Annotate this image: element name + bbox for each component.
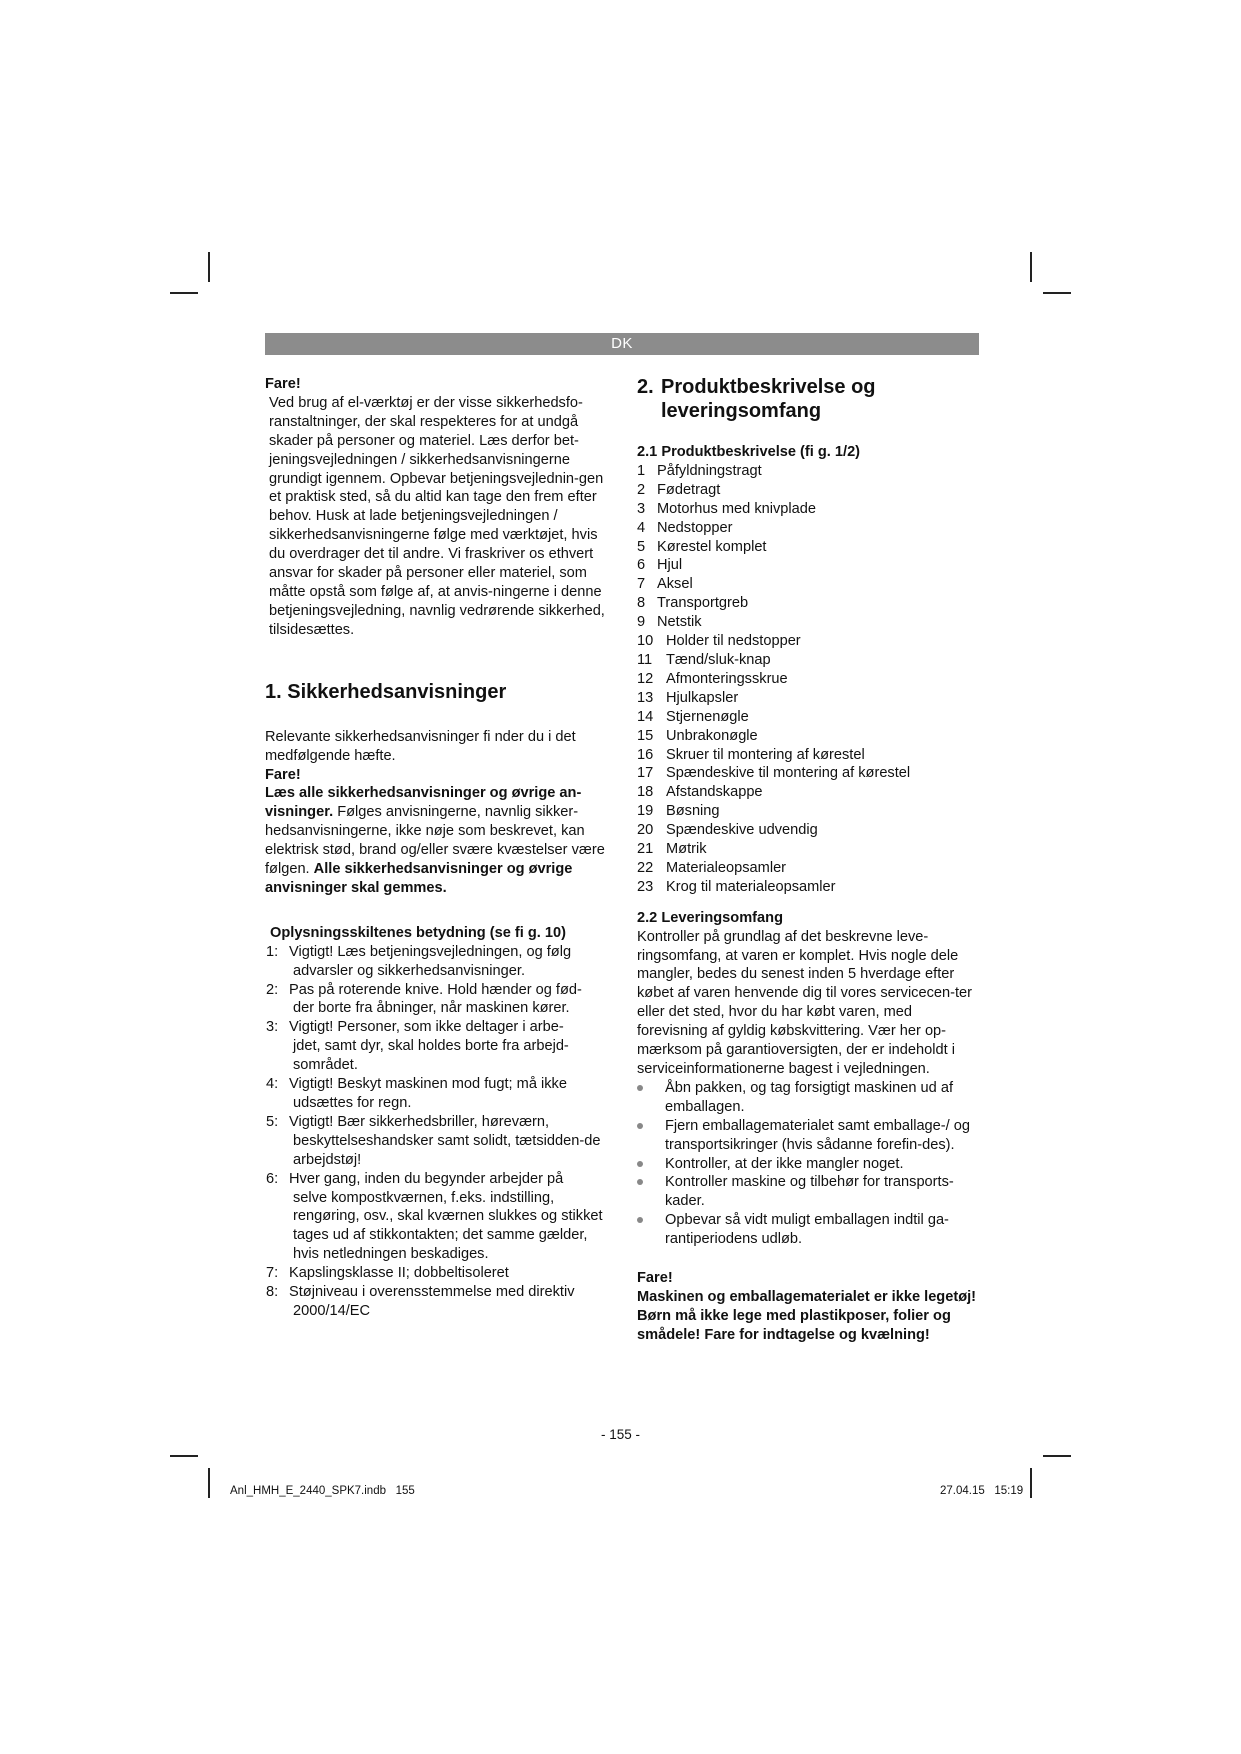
part-number: 7	[637, 576, 646, 593]
sign-text-first: Støjniveau i overensstemmelse med direktiv	[289, 1284, 575, 1301]
section-2-number: 2.	[637, 376, 654, 398]
part-item	[637, 746, 982, 765]
sign-text-first: Pas på roterende knive. Hold hænder og fød-	[289, 981, 582, 998]
part-label: Stjernenøgle	[666, 708, 749, 725]
warning-title: Fare!	[265, 376, 301, 392]
part-item	[637, 821, 982, 840]
language-code: DK	[611, 335, 633, 352]
part-number: 22	[637, 859, 654, 876]
sign-text-rest: jdet, samt dyr, skal holdes borte fra arbejd-sområdet.	[293, 1038, 569, 1074]
part-item	[637, 651, 982, 670]
sign-number: 5:	[266, 1113, 279, 1130]
sign-text-rest: udsættes for regn.	[293, 1095, 412, 1111]
part-label: Holder til nedstopper	[666, 633, 801, 650]
part-label: Nedstopper	[657, 519, 733, 536]
crop-mark	[170, 1455, 198, 1457]
part-number: 8	[637, 595, 646, 612]
section-1-title: Sikkerhedsanvisninger	[287, 680, 507, 703]
part-item	[637, 613, 982, 632]
section-1-intro: Relevante sikkerhedsanvisninger fi nder du i det medfølgende hæfte.	[265, 728, 576, 764]
part-item	[637, 840, 982, 859]
part-number: 17	[637, 765, 654, 782]
part-item	[637, 575, 982, 594]
bullet-text: Kontroller, at der ikke mangler noget.	[665, 1155, 904, 1172]
sign-item	[265, 1018, 610, 1075]
part-number: 23	[637, 878, 654, 895]
sign-number: 7:	[266, 1265, 279, 1282]
sign-item	[265, 1283, 610, 1321]
warning-2-paragraph	[265, 784, 610, 897]
delivery-bullet-item	[637, 1155, 982, 1174]
part-item	[637, 670, 982, 689]
warning-3-text: Maskinen og emballagematerialet er ikke legetøj! Børn må ikke lege med plastikposer, folier og smådele! Fare for indtagelse og kvælning!	[637, 1288, 977, 1343]
sign-item	[265, 1264, 610, 1283]
delivery-bullet-item	[637, 1173, 982, 1211]
bullet-dot-icon	[637, 1085, 643, 1091]
part-number: 11	[637, 651, 653, 668]
part-label: Skruer til montering af kørestel	[666, 746, 865, 763]
part-number: 21	[637, 841, 654, 858]
part-number: 5	[637, 538, 646, 555]
bullet-text: Opbevar så vidt muligt emballagen indtil ga-rantiperiodens udløb.	[665, 1212, 949, 1248]
part-item	[637, 462, 982, 481]
part-label: Møtrik	[666, 841, 707, 858]
part-label: Netstik	[657, 614, 702, 631]
part-label: Afmonteringsskrue	[666, 670, 788, 687]
part-label: Spændeskive til montering af kørestel	[666, 765, 911, 782]
sign-text-rest: der borte fra åbninger, når maskinen kører.	[293, 1000, 570, 1017]
sign-text-first: Vigtigt! Bær sikkerhedsbriller, høreværn,	[289, 1113, 550, 1130]
sign-item	[265, 1113, 610, 1170]
language-header-bar	[265, 333, 979, 355]
part-number: 15	[637, 727, 654, 744]
bullet-dot-icon	[637, 1179, 643, 1185]
part-number: 19	[637, 803, 654, 820]
part-number: 20	[637, 822, 654, 839]
bullet-text: Kontroller maskine og tilbehør for transports-kader.	[665, 1174, 954, 1210]
warning-2-bold-end: Alle sikkerhedsanvisninger og øvrige anvisninger skal gemmes.	[265, 861, 573, 896]
crop-mark	[1043, 292, 1071, 294]
sign-number: 4:	[266, 1076, 279, 1093]
part-label: Krog til materialeopsamler	[666, 878, 836, 895]
part-number: 1	[637, 462, 646, 479]
warning-3-title: Fare!	[637, 1270, 673, 1287]
part-item	[637, 764, 982, 783]
part-number: 4	[637, 519, 646, 536]
part-item	[637, 500, 982, 519]
part-number: 2	[637, 481, 646, 498]
part-label: Spændeskive udvendig	[666, 822, 818, 839]
part-label: Hjul	[657, 557, 683, 574]
sign-text-rest: 2000/14/EC	[293, 1302, 371, 1319]
part-item	[637, 859, 982, 878]
sign-text-rest: beskyttelseshandsker samt solidt, tætsidden-de arbejdstøj!	[293, 1132, 601, 1168]
part-item	[637, 727, 982, 746]
section-1-heading	[265, 680, 610, 704]
part-item	[637, 783, 982, 802]
crop-mark	[208, 1468, 210, 1498]
sign-item	[265, 943, 610, 981]
part-label: Aksel	[657, 576, 693, 593]
sign-item	[265, 981, 610, 1019]
section-2-title-line-1: Produktbeskrivelse og	[661, 376, 876, 398]
sign-text-first: Vigtigt! Læs betjeningsvejledningen, og følg	[289, 943, 572, 960]
right-column	[637, 375, 982, 1345]
delivery-bullet-item	[637, 1117, 982, 1155]
part-number: 18	[637, 784, 654, 801]
bullet-text: Fjern emballagematerialet samt emballage-/ og transportsikringer (hvis sådanne forefin-des).	[665, 1117, 970, 1153]
part-item	[637, 689, 982, 708]
bullet-dot-icon	[637, 1161, 643, 1167]
sign-number: 8:	[266, 1284, 279, 1301]
sign-text-first: Vigtigt! Personer, som ikke deltager i arbe-	[289, 1019, 564, 1036]
part-item	[637, 556, 982, 575]
sign-text-first: Vigtigt! Beskyt maskinen mod fugt; må ikke	[289, 1076, 567, 1093]
crop-mark	[208, 252, 210, 282]
bullet-dot-icon	[637, 1217, 643, 1223]
part-number: 13	[637, 689, 654, 706]
part-label: Motorhus med knivplade	[657, 500, 816, 517]
signs-title: Oplysningsskiltenes betydning (se fi g. 10)	[270, 924, 566, 941]
sign-item	[265, 1075, 610, 1113]
delivery-bullets	[637, 1079, 982, 1249]
part-item	[637, 519, 982, 538]
part-number: 16	[637, 746, 654, 763]
part-label: Materialeopsamler	[666, 859, 787, 876]
delivery-bullet-item	[637, 1079, 982, 1117]
sign-number: 1:	[266, 943, 279, 960]
bullet-text: Åbn pakken, og tag forsigtigt maskinen ud af emballagen.	[665, 1079, 953, 1115]
subsection-2-2-title: 2.2 Leveringsomfang	[637, 909, 783, 926]
part-label: Tænd/sluk-knap	[666, 651, 771, 668]
part-label: Hjulkapsler	[666, 689, 739, 706]
subsection-2-2-text: Kontroller på grundlag af det beskrevne leve-ringsomfang, at varen er komplet. Hvis nogle dele mangler, bedes du senest inden 5 hverdage efter købet af varen henvende dig til vores servicecen-ter eller det sted, hvor du har købt varen, med forevisning af gyldig købskvittering. Vær her op-mærksom på garantioversigten, der er indeholdt i serviceinformationerne bagest i vejledningen.	[637, 928, 973, 1077]
part-number: 14	[637, 708, 654, 725]
sign-number: 2:	[266, 981, 279, 998]
bullet-dot-icon	[637, 1123, 643, 1129]
crop-mark	[1030, 1468, 1032, 1498]
sign-number: 6:	[266, 1170, 279, 1187]
delivery-bullet-item	[637, 1211, 982, 1249]
warning-2-bold: Læs alle sikkerhedsanvisninger og øvrige an-visninger.	[265, 785, 582, 821]
part-label: Afstandskappe	[666, 784, 763, 801]
sign-text-rest: selve kompostkværnen, f.eks. indstilling, rengøring, osv., skal kværnen slukkes og stikket tages ud af stikkontakten; det samme gælder, hvis netledningen beskadiges.	[293, 1189, 603, 1263]
part-number: 3	[637, 500, 646, 517]
crop-mark	[1030, 252, 1032, 282]
section-2-heading	[637, 375, 982, 423]
crop-mark	[1043, 1455, 1071, 1457]
part-label: Unbrakonøgle	[666, 727, 758, 744]
part-item	[637, 802, 982, 821]
part-label: Kørestel komplet	[657, 538, 767, 555]
footer-file-name: Anl_HMH_E_2440_SPK7.indb 155	[230, 1485, 415, 1497]
sign-text-rest: advarsler og sikkerhedsanvisninger.	[293, 962, 526, 979]
crop-mark	[170, 292, 198, 294]
part-item	[637, 632, 982, 651]
part-item	[637, 594, 982, 613]
intro-paragraph: Ved brug af el-værktøj er der visse sikkerhedsfo-ranstaltninger, der skal respekteres for at undgå skader på personer og materiel. Læs derfor bet-jeningsvejledningen / sikkerhedsanvisningerne grundigt igennem. Opbevar betjeningsvejlednin-gen et praktisk sted, så du altid kan tage den frem efter behov. Husk at lade betjeningsvejledningen / sikkerhedsanvisningerne følge med værktøjet, hvis du overdrager det til andre. Vi fraskriver os ethvert ansvar for skader på personer eller materiel, som måtte opstå som følge af, at anvis-ningerne i denne betjeningsvejledning, navnlig vedrørende sikkerhed, tilsidesættes.	[269, 394, 605, 638]
sign-text-first: Hver gang, inden du begynder arbejder på	[289, 1170, 564, 1187]
part-label: Transportgreb	[657, 595, 749, 612]
part-item	[637, 538, 982, 557]
sign-item	[265, 1170, 610, 1265]
parts-list	[637, 462, 982, 897]
subsection-2-1-title: 2.1 Produktbeskrivelse (fi g. 1/2)	[637, 444, 861, 460]
section-2-title-line-2: leveringsomfang	[661, 400, 822, 422]
part-item	[637, 481, 982, 500]
part-label: Bøsning	[666, 803, 720, 820]
sign-number: 3:	[266, 1019, 279, 1036]
warning-2-title: Fare!	[265, 766, 301, 783]
part-item	[637, 708, 982, 727]
left-column	[265, 375, 610, 1321]
part-number: 6	[637, 557, 646, 574]
part-number: 12	[637, 670, 654, 687]
part-label: Påfyldningstragt	[657, 462, 762, 479]
signs-list	[265, 943, 610, 1321]
section-1-number: 1.	[265, 680, 282, 703]
part-label: Fødetragt	[657, 481, 721, 498]
part-number: 9	[637, 614, 646, 631]
sign-text-first: Kapslingsklasse II; dobbeltisoleret	[289, 1265, 509, 1282]
page-number: - 155 -	[600, 1427, 641, 1442]
part-number: 10	[637, 633, 654, 650]
warning-2-text: Følges anvisningerne, navnlig sikker-hedsanvisningerne, ikke nøje som beskrevet, kan elektrisk stød, brand og/eller svære kvæstelser være følgen.	[265, 804, 605, 878]
footer-datetime: 27.04.15 15:19	[940, 1485, 1024, 1497]
part-item	[637, 878, 982, 897]
